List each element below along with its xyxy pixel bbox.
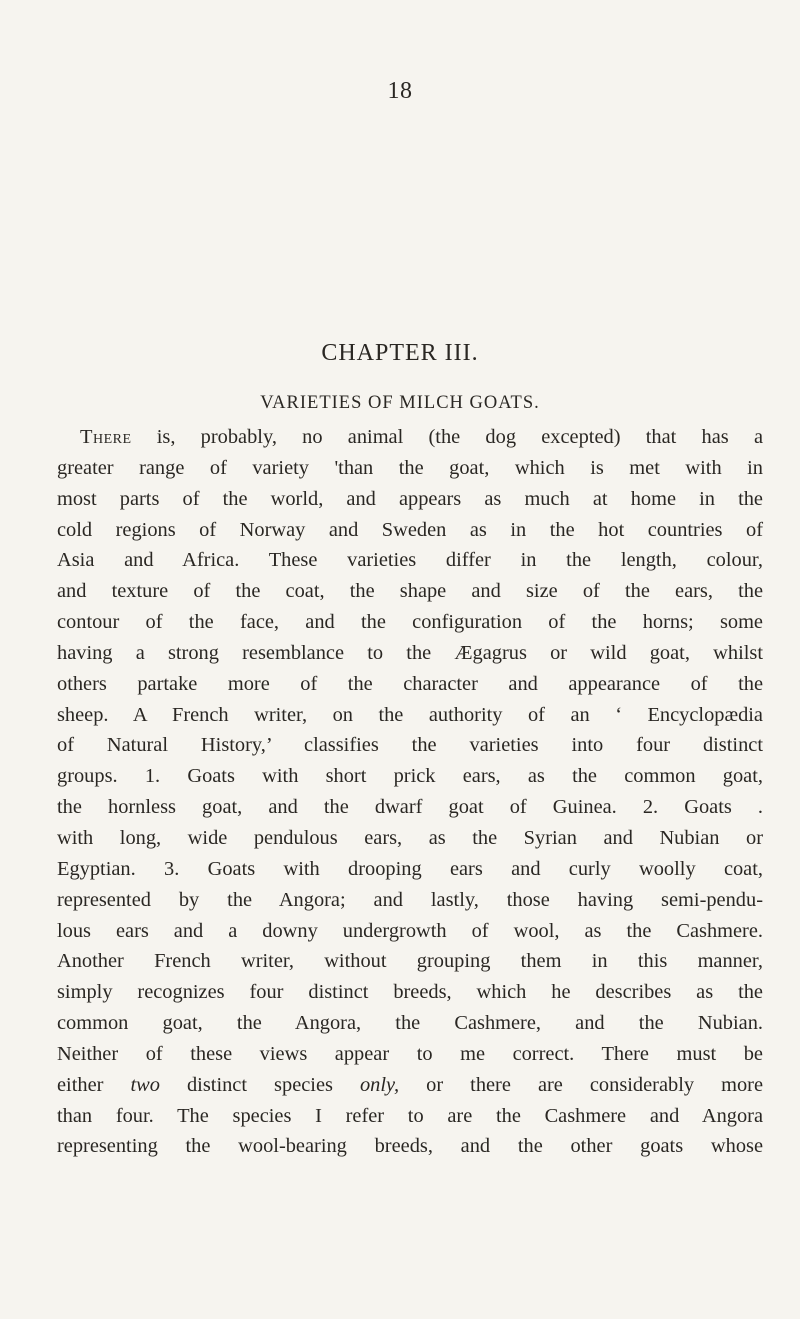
- text-line: greater range of variety 'than the goat, which is met with in: [57, 456, 763, 479]
- text-line: There is, probably, no animal (the dog excepted) that has a: [80, 426, 763, 448]
- text-line: others partake more of the character and appearance of the: [57, 672, 763, 695]
- text-line: having a strong resemblance to the Ægagrus or wild goat, whilst: [57, 641, 763, 664]
- text-line: most parts of the world, and appears as much at home in the: [57, 487, 763, 510]
- text-line: contour of the face, and the configuration of the horns; some: [57, 611, 763, 634]
- italic-only: only,: [359, 1073, 400, 1096]
- body-paragraph: [57, 422, 763, 1162]
- text-line: sheep. A French writer, on the authority of an ‘ Encyclopædia: [57, 703, 763, 726]
- text-line: the hornless goat, and the dwarf goat of Guinea. 2. Goats .: [57, 796, 763, 819]
- chapter-title: CHAPTER III.: [321, 340, 479, 366]
- text-line: cold regions of Norway and Sweden as in the hot countries of: [57, 518, 763, 541]
- text-line: than four. The species I refer to are the Cashmere and Angora: [57, 1104, 763, 1127]
- text-line: Egyptian. 3. Goats with drooping ears and curly woolly coat,: [57, 857, 763, 880]
- text-line: common goat, the Angora, the Cashmere, and the Nubian.: [57, 1012, 763, 1035]
- text-line: of Natural History,’ classifies the varieties into four distinct: [57, 734, 763, 757]
- text-line: lous ears and a downy undergrowth of wool, as the Cashmere.: [57, 919, 763, 942]
- section-title: VARIETIES OF MILCH GOATS.: [260, 393, 540, 413]
- text-line: and texture of the coat, the shape and size of the ears, the: [57, 580, 763, 603]
- text-line: simply recognizes four distinct breeds, which he describes as the: [57, 981, 763, 1004]
- text-line: either two distinct species only, or there are considerably more: [57, 1073, 763, 1096]
- text-line: Neither of these views appear to me correct. There must be: [57, 1042, 763, 1065]
- text-line: representing the wool-bearing breeds, and the other goats whose: [57, 1135, 763, 1158]
- text-line: Another French writer, without grouping them in this manner,: [57, 950, 763, 973]
- italic-two: two: [130, 1073, 160, 1096]
- opening-word: There: [80, 426, 132, 448]
- page-number: 18: [387, 78, 413, 104]
- text-line: Asia and Africa. These varieties differ in the length, colour,: [57, 549, 763, 572]
- text-line: represented by the Angora; and lastly, those having semi-pendu-: [57, 888, 763, 911]
- text-line: with long, wide pendulous ears, as the Syrian and Nubian or: [57, 826, 763, 849]
- text-line: groups. 1. Goats with short prick ears, as the common goat,: [57, 765, 763, 788]
